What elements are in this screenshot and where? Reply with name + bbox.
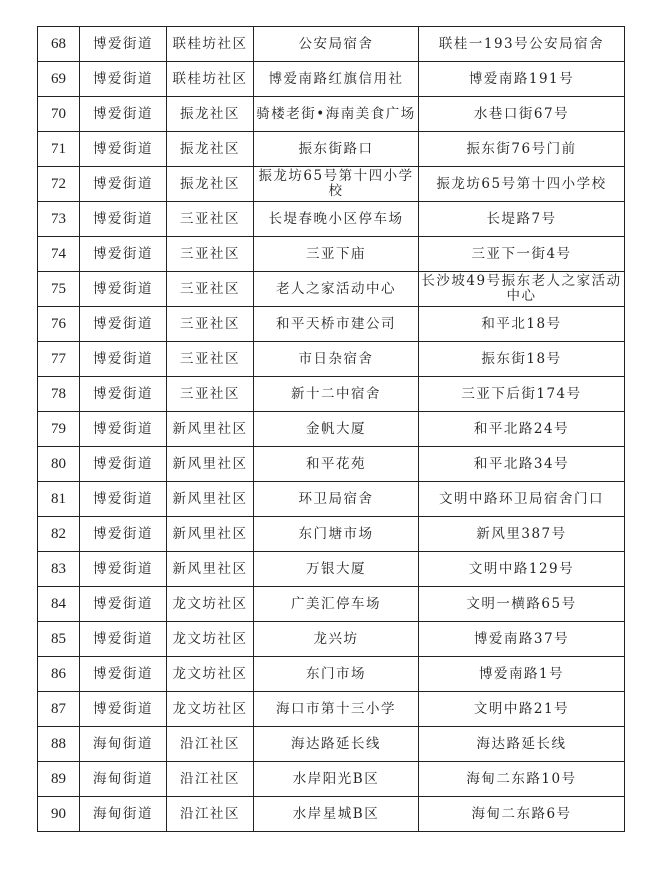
- street-cell: 博爱街道: [80, 657, 167, 692]
- location-name-cell: 三亚下庙: [254, 237, 419, 272]
- street-cell: 博爱街道: [80, 237, 167, 272]
- row-number-cell: 85: [38, 622, 80, 657]
- street-cell: 博爱街道: [80, 622, 167, 657]
- row-number-cell: 69: [38, 62, 80, 97]
- community-cell: 新风里社区: [167, 552, 254, 587]
- address-cell: 博爱南路37号: [419, 622, 625, 657]
- community-cell: 龙文坊社区: [167, 587, 254, 622]
- location-name-cell: 和平天桥市建公司: [254, 307, 419, 342]
- street-cell: 博爱街道: [80, 307, 167, 342]
- address-cell: 文明中路129号: [419, 552, 625, 587]
- address-cell: 文明一横路65号: [419, 587, 625, 622]
- location-name-cell: 和平花苑: [254, 447, 419, 482]
- location-name-cell: 海达路延长线: [254, 727, 419, 762]
- row-number-cell: 82: [38, 517, 80, 552]
- community-cell: 三亚社区: [167, 307, 254, 342]
- row-number-cell: 79: [38, 412, 80, 447]
- location-name-cell: 水岸星城B区: [254, 797, 419, 832]
- row-number-cell: 90: [38, 797, 80, 832]
- street-cell: 博爱街道: [80, 167, 167, 202]
- address-cell: 水巷口街67号: [419, 97, 625, 132]
- street-cell: 海甸街道: [80, 797, 167, 832]
- table-row: [38, 622, 625, 657]
- community-cell: 联桂坊社区: [167, 27, 254, 62]
- table-row: [38, 762, 625, 797]
- row-number-cell: 68: [38, 27, 80, 62]
- table-row: [38, 272, 625, 307]
- address-cell: 三亚下一街4号: [419, 237, 625, 272]
- table-row: [38, 412, 625, 447]
- row-number-cell: 88: [38, 727, 80, 762]
- address-cell: 振龙坊65号第十四小学校: [419, 167, 625, 202]
- address-cell: 振东街76号门前: [419, 132, 625, 167]
- row-number-cell: 77: [38, 342, 80, 377]
- address-cell: 三亚下后街174号: [419, 377, 625, 412]
- row-number-cell: 71: [38, 132, 80, 167]
- location-name-cell: 海口市第十三小学: [254, 692, 419, 727]
- location-name-cell: 新十二中宿舍: [254, 377, 419, 412]
- address-cell: 海达路延长线: [419, 727, 625, 762]
- location-name-cell: 博爱南路红旗信用社: [254, 62, 419, 97]
- table-row: [38, 797, 625, 832]
- location-name-cell: 振龙坊65号第十四小学校: [254, 167, 419, 202]
- street-cell: 博爱街道: [80, 272, 167, 307]
- street-cell: 博爱街道: [80, 692, 167, 727]
- row-number-cell: 83: [38, 552, 80, 587]
- address-cell: 新风里387号: [419, 517, 625, 552]
- community-cell: 振龙社区: [167, 97, 254, 132]
- location-name-cell: 广美汇停车场: [254, 587, 419, 622]
- community-cell: 三亚社区: [167, 272, 254, 307]
- community-cell: 龙文坊社区: [167, 692, 254, 727]
- table-row: [38, 517, 625, 552]
- row-number-cell: 80: [38, 447, 80, 482]
- street-cell: 博爱街道: [80, 202, 167, 237]
- street-cell: 博爱街道: [80, 587, 167, 622]
- community-cell: 新风里社区: [167, 412, 254, 447]
- address-cell: 联桂一193号公安局宿舍: [419, 27, 625, 62]
- table-row: [38, 587, 625, 622]
- community-cell: 沿江社区: [167, 762, 254, 797]
- location-name-cell: 公安局宿舍: [254, 27, 419, 62]
- community-cell: 龙文坊社区: [167, 657, 254, 692]
- table-row: [38, 727, 625, 762]
- table-row: [38, 237, 625, 272]
- location-name-cell: 东门塘市场: [254, 517, 419, 552]
- locations-table: [37, 26, 625, 832]
- row-number-cell: 87: [38, 692, 80, 727]
- community-cell: 沿江社区: [167, 797, 254, 832]
- location-name-cell: 市日杂宿舍: [254, 342, 419, 377]
- address-cell: 博爱南路1号: [419, 657, 625, 692]
- community-cell: 三亚社区: [167, 377, 254, 412]
- row-number-cell: 86: [38, 657, 80, 692]
- street-cell: 博爱街道: [80, 62, 167, 97]
- address-cell: 和平北18号: [419, 307, 625, 342]
- address-cell: 文明中路环卫局宿舍门口: [419, 482, 625, 517]
- street-cell: 博爱街道: [80, 482, 167, 517]
- table-row: [38, 692, 625, 727]
- row-number-cell: 89: [38, 762, 80, 797]
- table-row: [38, 27, 625, 62]
- row-number-cell: 70: [38, 97, 80, 132]
- location-name-cell: 骑楼老街•海南美食广场: [254, 97, 419, 132]
- table-row: [38, 552, 625, 587]
- location-name-cell: 水岸阳光B区: [254, 762, 419, 797]
- table-body: [38, 27, 625, 832]
- address-cell: 博爱南路191号: [419, 62, 625, 97]
- location-name-cell: 龙兴坊: [254, 622, 419, 657]
- street-cell: 博爱街道: [80, 377, 167, 412]
- table-row: [38, 167, 625, 202]
- street-cell: 博爱街道: [80, 517, 167, 552]
- row-number-cell: 76: [38, 307, 80, 342]
- community-cell: 新风里社区: [167, 482, 254, 517]
- street-cell: 博爱街道: [80, 552, 167, 587]
- table-row: [38, 62, 625, 97]
- address-cell: 长堤路7号: [419, 202, 625, 237]
- street-cell: 博爱街道: [80, 27, 167, 62]
- row-number-cell: 74: [38, 237, 80, 272]
- community-cell: 三亚社区: [167, 342, 254, 377]
- location-name-cell: 环卫局宿舍: [254, 482, 419, 517]
- row-number-cell: 78: [38, 377, 80, 412]
- table-row: [38, 342, 625, 377]
- community-cell: 新风里社区: [167, 517, 254, 552]
- street-cell: 博爱街道: [80, 447, 167, 482]
- row-number-cell: 72: [38, 167, 80, 202]
- row-number-cell: 84: [38, 587, 80, 622]
- location-name-cell: 万银大厦: [254, 552, 419, 587]
- address-cell: 海甸二东路10号: [419, 762, 625, 797]
- street-cell: 博爱街道: [80, 132, 167, 167]
- community-cell: 联桂坊社区: [167, 62, 254, 97]
- street-cell: 海甸街道: [80, 762, 167, 797]
- table-row: [38, 377, 625, 412]
- community-cell: 三亚社区: [167, 237, 254, 272]
- community-cell: 振龙社区: [167, 167, 254, 202]
- address-cell: 海甸二东路6号: [419, 797, 625, 832]
- street-cell: 博爱街道: [80, 342, 167, 377]
- location-name-cell: 老人之家活动中心: [254, 272, 419, 307]
- address-cell: 和平北路24号: [419, 412, 625, 447]
- table-row: [38, 447, 625, 482]
- table-row: [38, 657, 625, 692]
- table-row: [38, 132, 625, 167]
- address-cell: 振东街18号: [419, 342, 625, 377]
- row-number-cell: 81: [38, 482, 80, 517]
- street-cell: 海甸街道: [80, 727, 167, 762]
- table-row: [38, 97, 625, 132]
- table-row: [38, 307, 625, 342]
- street-cell: 博爱街道: [80, 412, 167, 447]
- row-number-cell: 75: [38, 272, 80, 307]
- table-row: [38, 482, 625, 517]
- address-cell: 文明中路21号: [419, 692, 625, 727]
- location-name-cell: 东门市场: [254, 657, 419, 692]
- address-cell: 长沙坡49号振东老人之家活动中心: [419, 272, 625, 307]
- address-cell: 和平北路34号: [419, 447, 625, 482]
- community-cell: 龙文坊社区: [167, 622, 254, 657]
- table-row: [38, 202, 625, 237]
- street-cell: 博爱街道: [80, 97, 167, 132]
- location-name-cell: 振东街路口: [254, 132, 419, 167]
- row-number-cell: 73: [38, 202, 80, 237]
- community-cell: 沿江社区: [167, 727, 254, 762]
- location-name-cell: 金帆大厦: [254, 412, 419, 447]
- location-name-cell: 长堤春晚小区停车场: [254, 202, 419, 237]
- community-cell: 振龙社区: [167, 132, 254, 167]
- community-cell: 新风里社区: [167, 447, 254, 482]
- community-cell: 三亚社区: [167, 202, 254, 237]
